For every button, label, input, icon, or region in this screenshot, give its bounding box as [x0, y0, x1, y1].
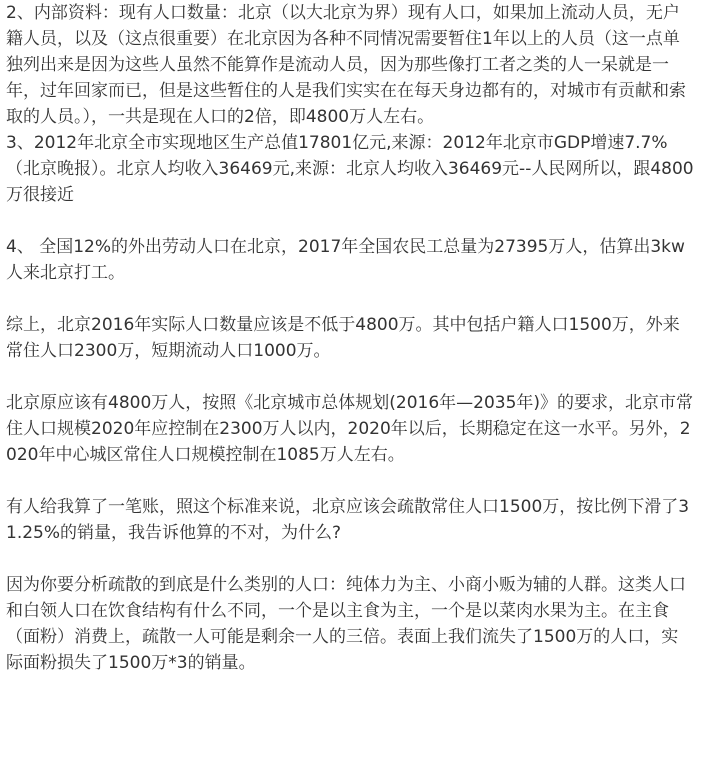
paragraph-calculation-question: 有人给我算了一笔账，照这个标准来说，北京应该会疏散常住人口1500万，按比例下滑了31.25%的销量，我告诉他算的不对，为什么?: [6, 497, 690, 543]
paragraph-analysis: 因为你要分析疏散的到底是什么类别的人口：纯体力为主、小商小贩为辅的人群。这类人口和白领人口在饮食结构有什么不同，一个是以主食为主，一个是以菜肉水果为主。在主食（面粉）消费上，疏散一人可能是剩余一人的三倍。表面上我们流失了1500万的人口，实际面粉损失了1500万*3的销量。: [6, 575, 686, 673]
paragraph-summary: 综上，北京2016年实际人口数量应该是不低于4800万。其中包括户籍人口1500万，外来常住人口2300万，短期流动人口1000万。: [6, 315, 680, 361]
paragraph-city-plan: 北京原应该有4800万人，按照《北京城市总体规划(2016年—2035年)》的要求，北京市常住人口规模2020年应控制在2300万人以内，2020年以后，长期稳定在这一水平。另外，2020年中心城区常住人口规模控制在1085万人左右。: [6, 393, 694, 465]
paragraph-gdp-income: 3、2012年北京全市实现地区生产总值17801亿元,来源：2012年北京市GDP增速7.7%（北京晚报）。北京人均收入36469元,来源：北京人均收入36469元--人民网所以，跟4800万很接近: [6, 133, 694, 205]
paragraph-migrant-workers: 4、 全国12%的外出劳动人口在北京，2017年全国农民工总量为27395万人，估算出3kw人来北京打工。: [6, 237, 685, 283]
paragraph-internal-data: 2、内部资料：现有人口数量：北京（以大北京为界）现有人口，如果加上流动人员，无户籍人员，以及（这点很重要）在北京因为各种不同情况需要暂住1年以上的人员（这一点单独列出来是因为这些人虽然不能算作是流动人员，因为那些像打工者之类的人一呆就是一年，过年回家而已，但是这些暂住的人是我们实实在在每天身边都有的，对城市有贡献和索取的人员。），一共是现在人口的2倍，即4800万人左右。: [6, 3, 686, 127]
